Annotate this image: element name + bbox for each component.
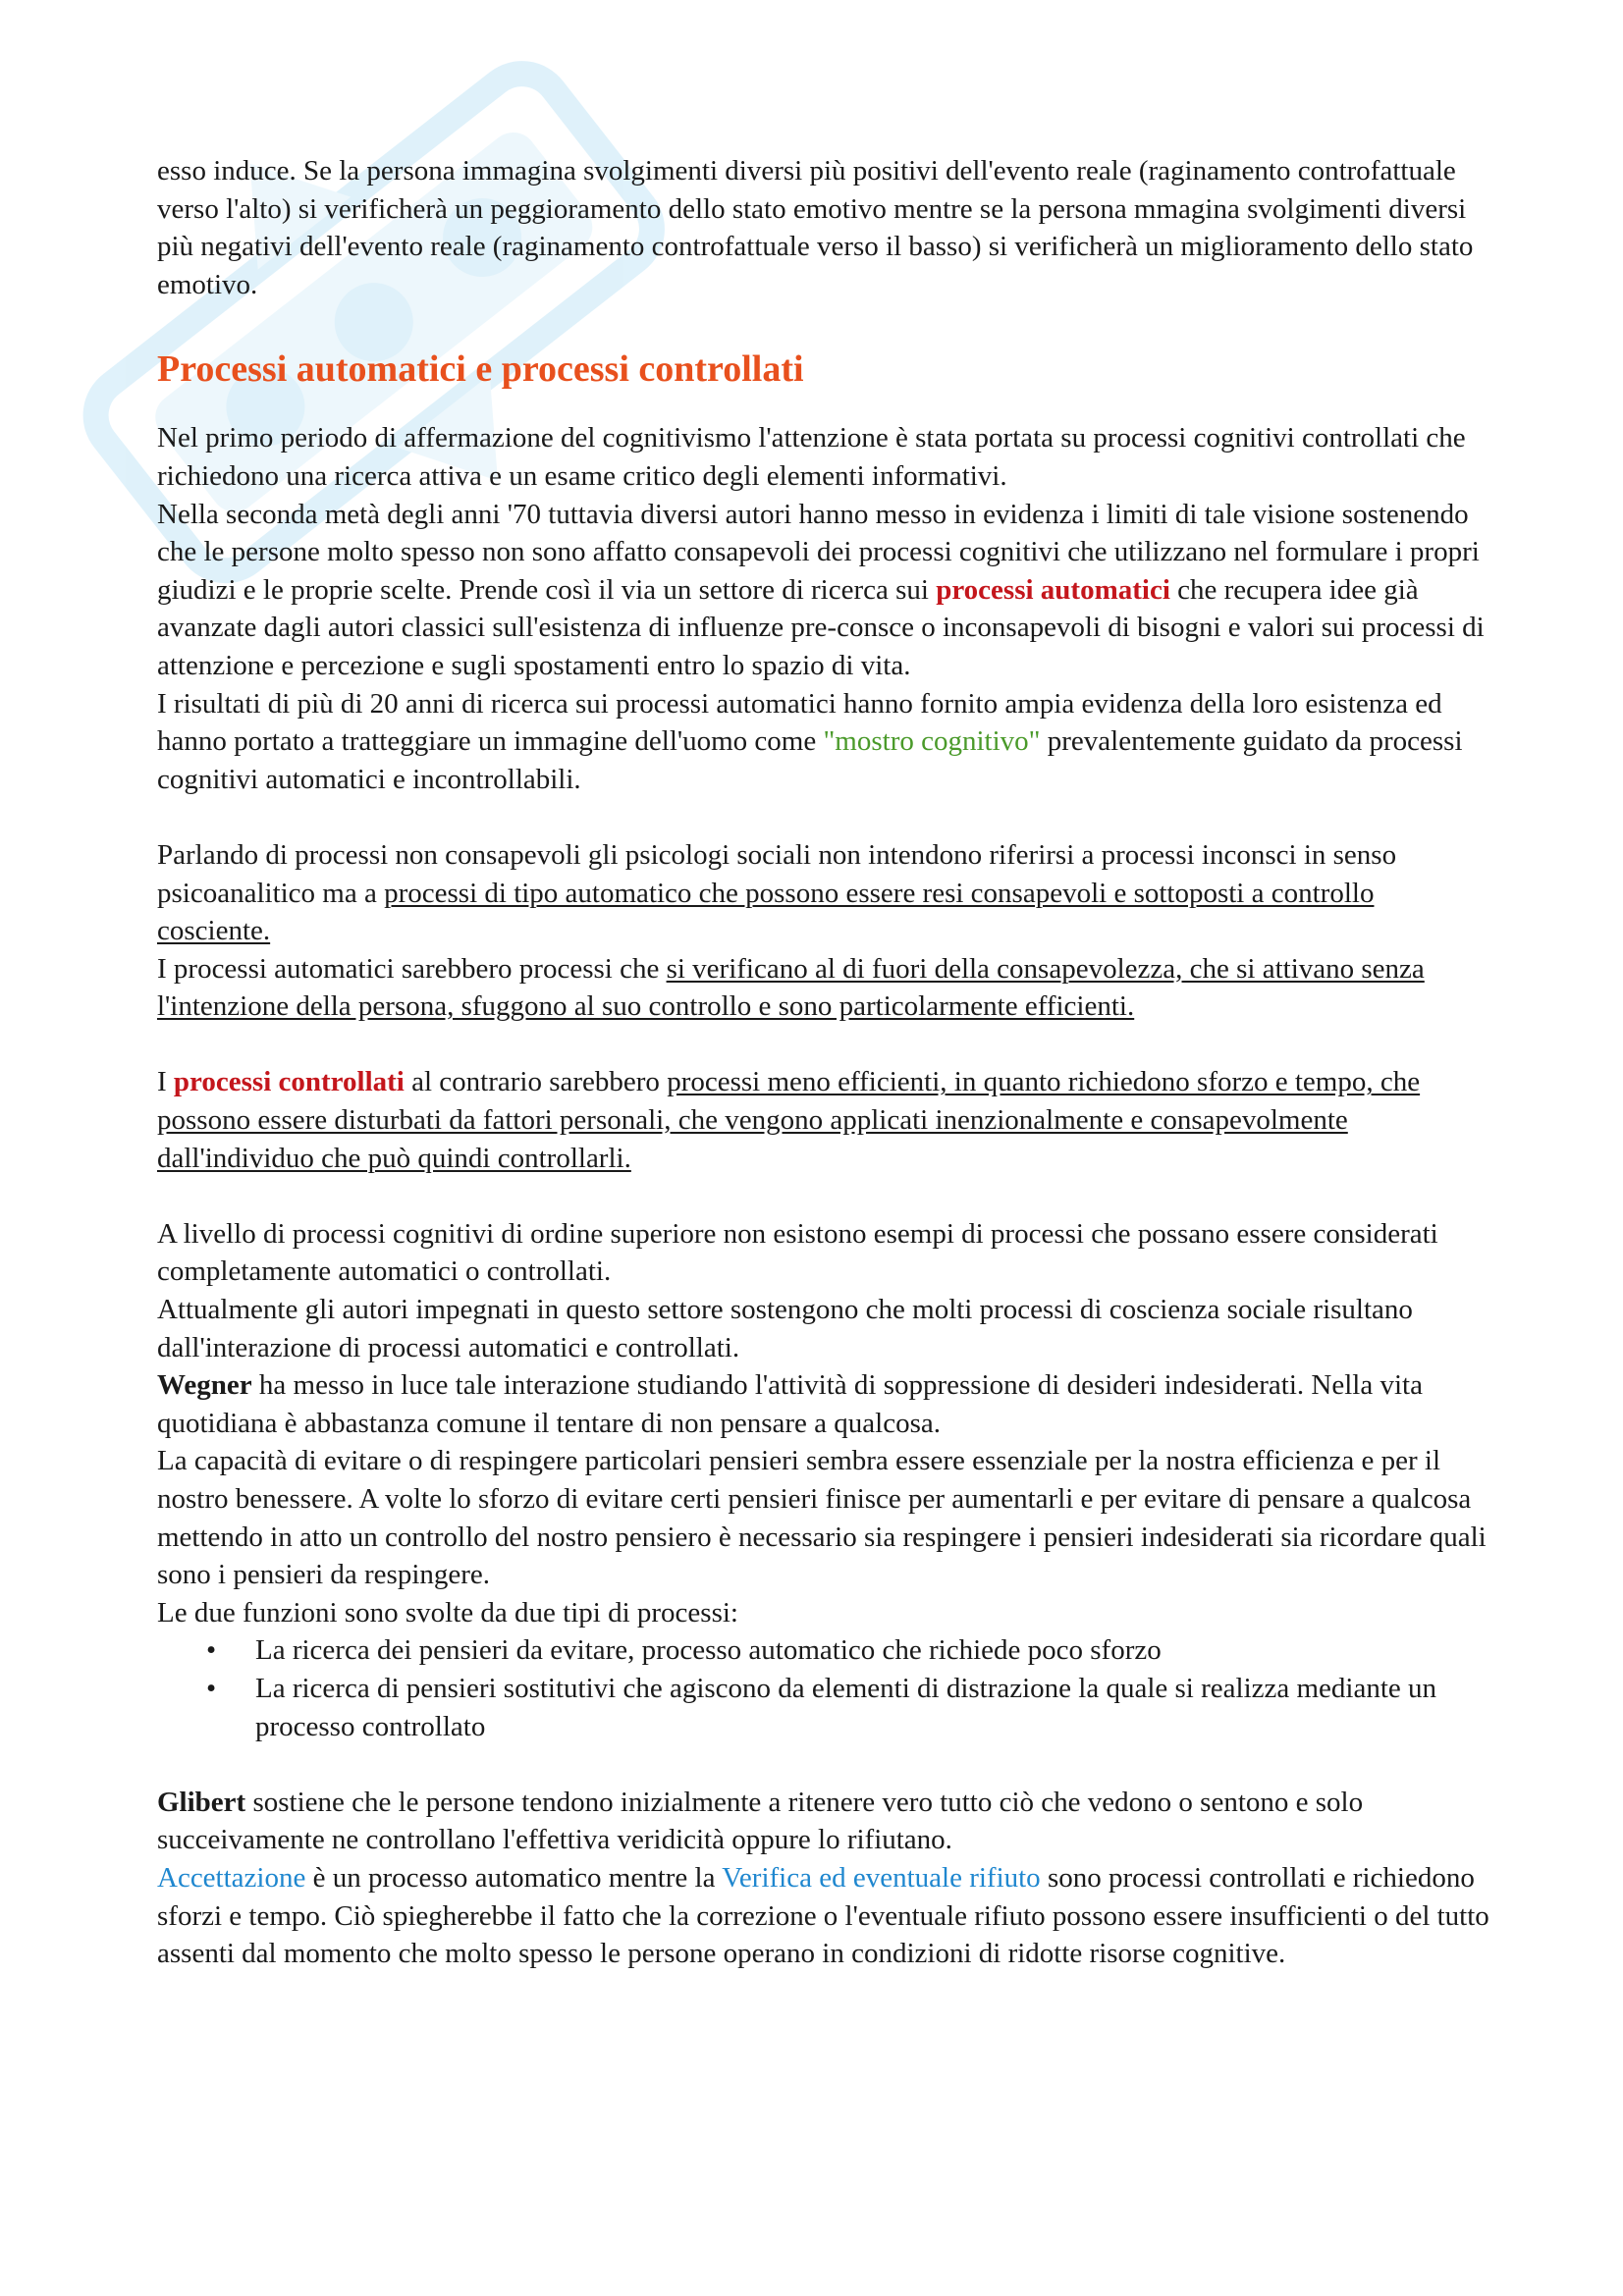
- paragraph-gap: [157, 798, 1492, 836]
- intro-paragraph: esso induce. Se la persona immagina svolgimenti diversi più positivi dell'evento reale (raginamento controfattuale verso l'alto) si verificherà un peggioramento dello stato emotivo mentre se la persona mmagina svolgimenti diversi più negativi dell'evento reale (raginamento controfattuale verso il basso) si verificherà un miglioramento dello stato emotivo.: [157, 155, 1474, 300]
- text-run: Nella seconda metà degli anni '70 tuttavia diversi autori hanno messo in evidenza i limiti di tale visione sostenendo che le persone molto spesso non sono affatto consapevoli dei processi cognitivi che utilizzano nel formulare i propri giudizi e le proprie scelte. Prende così il via un settore di ricerca sui: [157, 498, 1480, 606]
- paragraph-results: [157, 685, 1492, 799]
- paragraph-acceptance: [157, 1859, 1492, 1973]
- author-wegner: Wegner: [157, 1369, 252, 1402]
- underlined-definition: processi di tipo automatico che possono essere resi consapevoli e sottoposti a controllo cosciente.: [157, 877, 1375, 947]
- emphasis-mostro-cognitivo: "mostro cognitivo": [823, 725, 1041, 758]
- text-run: Parlando di processi non consapevoli gli psicologi sociali non intendono riferirsi a processi inconsci in senso psicoanalitico ma a: [157, 838, 1397, 909]
- author-glibert: Glibert: [157, 1786, 246, 1818]
- paragraph-gap: [157, 1177, 1492, 1215]
- text-run: è un processo automatico mentre la: [305, 1861, 723, 1894]
- text-run: sono processi controllati e richiedono sforzi e tempo. Ciò spiegherebbe il fatto che la correzione o l'eventuale rifiuto possono essere insufficienti o del tutto assenti dal momento che molto spesso le persone operano in condizioni di ridotte risorse cognitive.: [157, 1861, 1489, 1970]
- paragraph-interaction: Attualmente gli autori impegnati in questo settore sostengono che molti processi di coscienza sociale risultano dall'interazione di processi automatici e controllati.: [157, 1294, 1413, 1363]
- functions-list: [157, 1631, 1492, 1745]
- text-run: ha messo in luce tale interazione studiando l'attività di soppressione di desideri indesiderati. Nella vita quotidiana è abbastanza comune il tentare di non pensare a qualcosa.: [157, 1369, 1423, 1439]
- emphasis-accettazione: Accettazione: [157, 1861, 306, 1894]
- text-run: sostiene che le persone tendono inizialmente a ritenere vero tutto ciò che vedono o sentono e solo succeivamente ne controllano l'effettiva veridicità oppure lo rifiutano.: [157, 1786, 1364, 1856]
- text-run: che recupera idee già avanzate dagli autori classici sull'esistenza di influenze pre-consce o inconsapevoli di bisogni e valori sui processi di attenzione e percezione e sugli spostamenti entro lo spazio di vita.: [157, 573, 1485, 681]
- paragraph-automatic-definition: [157, 950, 1492, 1026]
- emphasis-processi-automatici: processi automatici: [936, 573, 1170, 606]
- list-item: • La ricerca di pensieri sostitutivi che agiscono da elementi di distrazione la quale si realizza mediante un processo controllato: [157, 1670, 1492, 1745]
- text-run: prevalentemente guidato da processi cognitivi automatici e incontrollabili.: [157, 725, 1463, 795]
- paragraph-two-functions: Le due funzioni sono svolte da due tipi di processi:: [157, 1596, 738, 1629]
- paragraph-controlled-definition: [157, 1063, 1492, 1177]
- document-page: [157, 152, 1492, 1973]
- paragraph-non-conscious: [157, 836, 1492, 950]
- paragraph-suppression: La capacità di evitare o di respingere particolari pensieri sembra essere essenziale per la nostra efficienza e per il nostro benessere. A volte lo sforzo di evitare certi pensieri finisce per aumentarli e per evitare di pensare a qualcosa mettendo in atto un controllo del nostro pensiero è necessario sia respingere i pensieri indesiderati sia ricordare quali sono i pensieri da respingere.: [157, 1445, 1487, 1591]
- paragraph-higher-order: A livello di processi cognitivi di ordine superiore non esistono esempi di processi che possano essere considerati completamente automatici o controllati.: [157, 1217, 1438, 1288]
- paragraph-wegner: [157, 1366, 1492, 1442]
- paragraph-gap: [157, 1026, 1492, 1064]
- section-heading-wrapper: [157, 303, 1492, 419]
- emphasis-processi-controllati: processi controllati: [173, 1066, 405, 1098]
- text-run: I risultati di più di 20 anni di ricerca sui processi automatici hanno fornito ampia evidenza della loro esistenza ed hanno portato a tratteggiare un immagine dell'uomo come: [157, 687, 1442, 758]
- text-run: I: [157, 1066, 174, 1098]
- paragraph-gap: [157, 1745, 1492, 1784]
- paragraph-seventies: [157, 496, 1492, 685]
- paragraph-cognitivism: Nel primo periodo di affermazione del cognitivismo l'attenzione è stata portata su processi cognitivi controllati che richiedono una ricerca attiva e un esame critico degli elementi informativi.: [157, 422, 1466, 492]
- underlined-definition: processi meno efficienti, in quanto richiedono sforzo e tempo, che possono essere disturbati da fattori personali, che vengono applicati inenzionalmente e consapevolmente dall'individuo che può quindi controllarli.: [157, 1066, 1421, 1174]
- list-item: • La ricerca dei pensieri da evitare, processo automatico che richiede poco sforzo: [157, 1631, 1492, 1670]
- text-run: al contrario sarebbero: [404, 1066, 668, 1098]
- text-run: I processi automatici sarebbero processi che: [157, 952, 667, 985]
- emphasis-verifica-rifiuto: Verifica ed eventuale rifiuto: [722, 1861, 1041, 1894]
- section-title: Processi automatici e processi controllati: [157, 348, 804, 391]
- underlined-definition: si verificano al di fuori della consapevolezza, che si attivano senza l'intenzione della persona, sfuggono al suo controllo e sono particolarmente efficienti.: [157, 952, 1425, 1023]
- paragraph-glibert: [157, 1784, 1492, 1859]
